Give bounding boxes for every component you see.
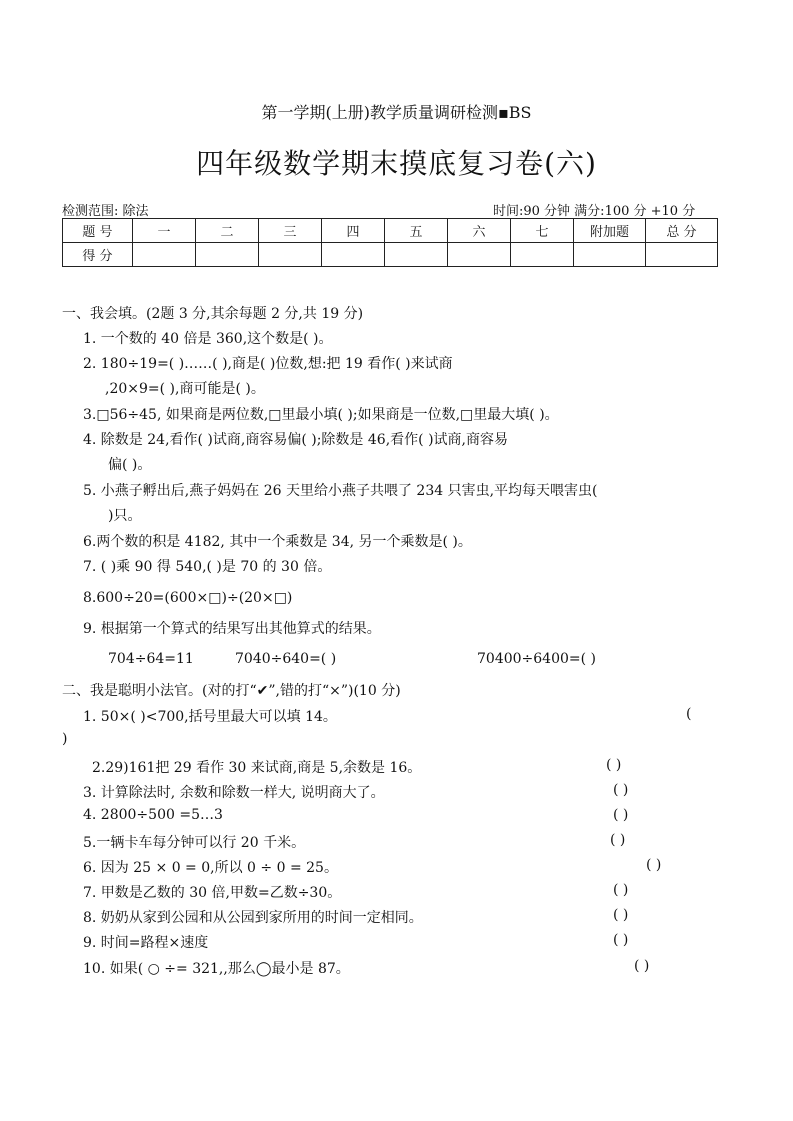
- score-header-cell: 七: [511, 219, 574, 243]
- score-row-label: 得 分: [63, 243, 133, 267]
- calc-item: 704÷64=11: [108, 651, 194, 667]
- question-line: 4. 除数是 24,看作( )试商,商容易偏( );除数是 46,看作( )试商,商容易: [83, 432, 508, 448]
- answer-paren[interactable]: ( ): [610, 832, 626, 848]
- score-cell[interactable]: [646, 243, 718, 267]
- answer-paren-close: ): [62, 731, 68, 747]
- question-line: ,20×9=( ),商可能是( )。: [105, 381, 265, 397]
- answer-paren[interactable]: ( ): [613, 807, 629, 823]
- section1-heading: 一、我会填。(2题 3 分,其余每题 2 分,共 19 分): [62, 306, 364, 322]
- question-line: 9. 根据第一个算式的结果写出其他算式的结果。: [83, 621, 381, 637]
- score-header-cell: 六: [448, 219, 511, 243]
- judge-item: 4. 2800÷500 =5…3: [83, 807, 223, 823]
- score-cell[interactable]: [448, 243, 511, 267]
- judge-item: 2.29)161把 29 看作 30 来试商,商是 5,余数是 16。: [92, 760, 422, 776]
- answer-paren[interactable]: ( ): [613, 932, 629, 948]
- question-line: 2. 180÷19=( )……( ),商是( )位数,想:把 19 看作( )来试商: [83, 356, 453, 372]
- question-line: 1. 一个数的 40 倍是 360,这个数是( )。: [83, 331, 333, 347]
- score-header-cell: 一: [133, 219, 196, 243]
- judge-item: 10. 如果( ○ ÷= 321,,那么◯最小是 87。: [83, 961, 350, 977]
- answer-paren[interactable]: ( ): [613, 782, 629, 798]
- judge-item: 3. 计算除法时, 余数和除数一样大, 说明商大了。: [83, 785, 385, 801]
- answer-paren[interactable]: ( ): [613, 882, 629, 898]
- question-line: )只。: [108, 508, 142, 524]
- score-header-cell: 四: [322, 219, 385, 243]
- score-table-score-row: [63, 243, 718, 267]
- score-cell[interactable]: [259, 243, 322, 267]
- judge-item: 8. 奶奶从家到公园和从公园到家所用的时间一定相同。: [83, 910, 423, 926]
- question-line: 8.600÷20=(600×□)÷(20×□): [83, 590, 293, 606]
- exam-title: 四年级数学期末摸底复习卷(六): [196, 147, 597, 180]
- judge-item: 5.一辆卡车每分钟可以行 20 千米。: [83, 835, 306, 851]
- question-line: 3.□56÷45, 如果商是两位数,□里最小填( );如果商是一位数,□里最大填( )。: [83, 407, 559, 423]
- exam-scope: 检测范围: 除法: [62, 204, 149, 219]
- score-cell[interactable]: [385, 243, 448, 267]
- score-header-cell: 五: [385, 219, 448, 243]
- score-table-header-row: [63, 219, 718, 243]
- judge-item: 1. 50×( )<700,括号里最大可以填 14。: [83, 709, 337, 725]
- answer-paren[interactable]: ( ): [646, 857, 662, 873]
- score-header-cell: 三: [259, 219, 322, 243]
- score-cell[interactable]: [511, 243, 574, 267]
- question-line: 7. ( )乘 90 得 540,( )是 70 的 30 倍。: [83, 559, 332, 575]
- score-header-cell: 附加题: [574, 219, 646, 243]
- score-cell[interactable]: [196, 243, 259, 267]
- score-header-cell: 二: [196, 219, 259, 243]
- score-header-cell: 总 分: [646, 219, 718, 243]
- score-cell[interactable]: [574, 243, 646, 267]
- score-table: [62, 218, 718, 267]
- calc-item: 70400÷6400=( ): [477, 651, 596, 667]
- question-line: 偏( )。: [108, 457, 152, 473]
- question-line: 6.两个数的积是 4182, 其中一个乘数是 34, 另一个乘数是( )。: [83, 534, 472, 550]
- judge-item: 7. 甲数是乙数的 30 倍,甲数=乙数÷30。: [83, 885, 342, 901]
- answer-paren[interactable]: ( ): [613, 907, 629, 923]
- judge-item: 9. 时间=路程×速度: [83, 935, 209, 951]
- section2-heading: 二、我是聪明小法官。(对的打“✔”,错的打“×”)(10 分): [62, 683, 401, 699]
- answer-paren[interactable]: ( ): [606, 757, 622, 773]
- answer-paren[interactable]: ( ): [634, 958, 650, 974]
- exam-time-info: 时间:90 分钟 满分:100 分 +10 分: [493, 204, 696, 219]
- question-line: 5. 小燕子孵出后,燕子妈妈在 26 天里给小燕子共喂了 234 只害虫,平均每天喂害虫(: [83, 483, 598, 499]
- score-cell[interactable]: [133, 243, 196, 267]
- calc-item: 7040÷640=( ): [235, 651, 337, 667]
- exam-subtitle: 第一学期(上册)教学质量调研检测▪BS: [261, 103, 532, 122]
- score-cell[interactable]: [322, 243, 385, 267]
- judge-item: 6. 因为 25 × 0 = 0,所以 0 ÷ 0 = 25。: [83, 860, 338, 876]
- score-header-cell: 题 号: [63, 219, 133, 243]
- answer-paren-open[interactable]: (: [686, 706, 692, 722]
